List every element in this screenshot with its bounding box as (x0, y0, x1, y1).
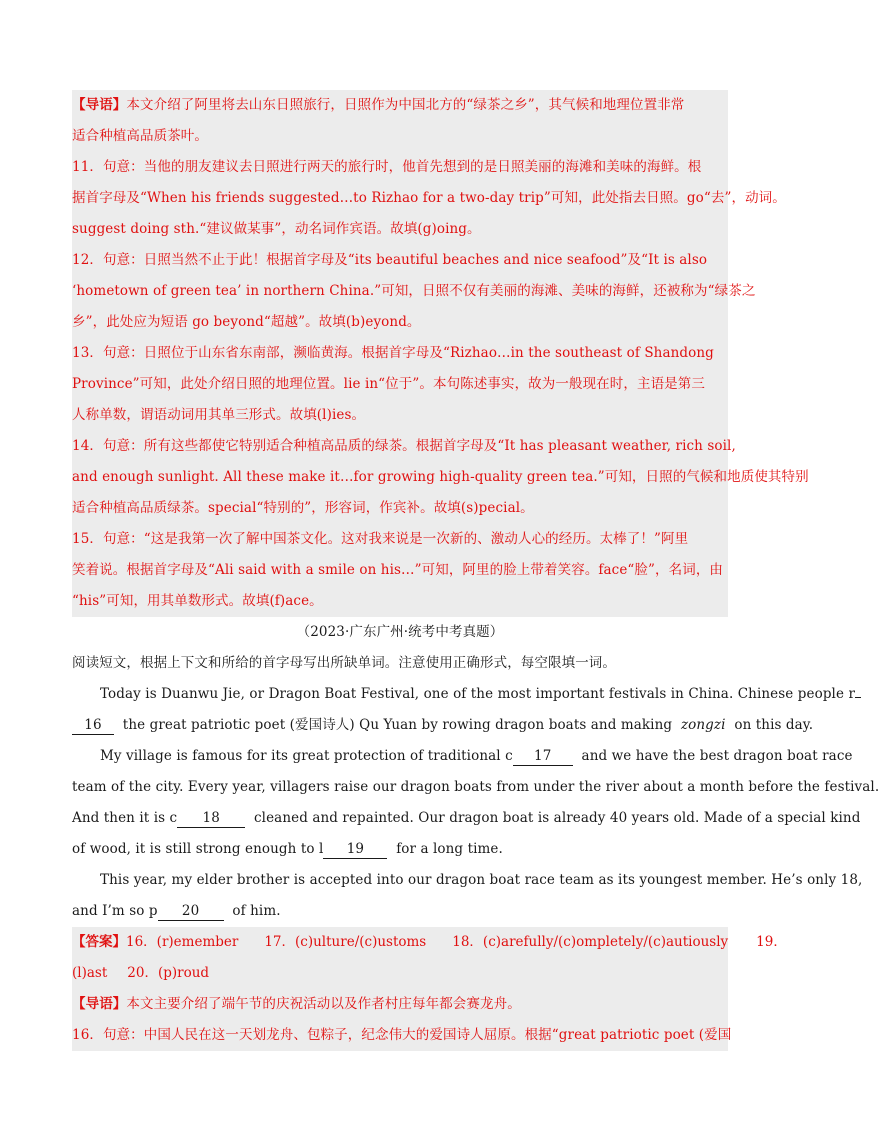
passage-text: Today is Duanwu Jie, or Dragon Boat Festival, one of the most important festivals in China. Chinese people r (100, 686, 856, 702)
q12-line-1: 12．句意：日照当然不止于此！根据首字母及“its beautiful beaches and nice seafood”及“It is also (72, 252, 708, 268)
passage-italic-word: zongzi (680, 717, 726, 733)
q12-line-3: 乡”，此处应为短语 go beyond“超越”。故填(b)eyond。 (72, 314, 421, 330)
q14-line-2: and enough sunlight. All these make it…for growing high-quality green tea.”可知，日照的气候和地质使其特别 (72, 469, 809, 485)
document-page (72, 90, 879, 1051)
q12-line-2: ‘hometown of green tea’ in northern China.”可知，日照不仅有美丽的海滩、美味的海鲜，还被称为“绿茶之 (72, 283, 756, 299)
q14-line-1: 14．句意：所有这些都使它特别适合种植高品质的绿茶。根据首字母及“It has pleasant weather, rich soil, (72, 438, 736, 454)
guide-text-cont: 适合种植高品质茶叶。 (72, 128, 208, 144)
instructions: 阅读短文，根据上下文和所给的首字母写出所缺单词。注意使用正确形式，每空限填一词。 (72, 655, 616, 671)
passage-text: This year, my elder brother is accepted into our dragon boat race team as its youngest member. He’s only 18, (100, 872, 863, 888)
q14-line-3: 适合种植高品质绿茶。special“特别的”，形容词，作宾补。故填(s)pecial。 (72, 500, 534, 516)
blank-19: 19 (323, 840, 387, 859)
passage-text: cleaned and repainted. Our dragon boat is already 40 years old. Made of a special kind (254, 810, 861, 826)
cloze-passage (72, 679, 879, 927)
guide-tag: 【导语】 (72, 996, 127, 1012)
answer-19-cont: (l)ast (72, 965, 108, 981)
answer-17: 17．(c)ulture/(c)ustoms (264, 934, 427, 950)
q11-line-2: 据首字母及“When his friends suggested…to Rizhao for a two-day trip”可知，此处指去日照。go“去”，动词。 (72, 190, 786, 206)
guide-text: 本文介绍了阿里将去山东日照旅行，日照作为中国北方的“绿茶之乡”，其气候和地理位置非常 (126, 97, 685, 113)
passage-text: of wood, it is still strong enough to l (72, 841, 324, 857)
q11-line-1: 11．句意：当他的朋友建议去日照进行两天的旅行时，他首先想到的是日照美丽的海滩和美味的海鲜。根 (72, 159, 702, 175)
q16-line-1: 16．句意：中国人民在这一天划龙舟、包粽子，纪念伟大的爱国诗人屈原。根据“great patriotic poet (爱国 (72, 1027, 732, 1043)
passage-text: My village is famous for its great protection of traditional c (100, 748, 513, 764)
guide-text: 本文主要介绍了端午节的庆祝活动以及作者村庄每年都会赛龙舟。 (126, 996, 521, 1012)
passage-text: the great patriotic poet (爱国诗人) Qu Yuan by rowing dragon boats and making (122, 717, 673, 733)
passage-text: on this day. (734, 717, 814, 733)
q11-line-3: suggest doing sth.“建议做某事”，动名词作宾语。故填(g)oing。 (72, 221, 481, 237)
blank-20: 20 (158, 902, 224, 921)
q15-line-1: 15．句意：“这是我第一次了解中国茶文化。这对我来说是一次新的、激动人心的经历。太棒了！”阿里 (72, 531, 689, 547)
blank-16: 16 (72, 716, 114, 735)
passage-text: and we have the best dragon boat race (581, 748, 853, 764)
passage-text: And then it is c (72, 810, 178, 826)
guide-tag: 【导语】 (72, 97, 127, 113)
answer-18: 18．(c)arefully/(c)ompletely/(c)autiously (452, 934, 729, 950)
q13-line-1: 13．句意：日照位于山东省东南部，濒临黄海。根据首字母及“Rizhao…in the southeast of Shandong (72, 345, 714, 361)
passage-text: and I’m so p (72, 903, 158, 919)
passage-text: for a long time. (396, 841, 503, 857)
exam-source: （2023·广东广州·统考中考真题） (296, 624, 504, 640)
blank-17: 17 (513, 747, 573, 766)
answer-tag: 【答案】 (72, 934, 126, 950)
q13-line-3: 人称单数，谓语动词用其单三形式。故填(l)ies。 (72, 407, 366, 423)
blank-18: 18 (177, 809, 245, 828)
passage-text: of him. (232, 903, 281, 919)
answer-16: 16．(r)emember (126, 934, 239, 950)
answer-20: 20．(p)roud (127, 965, 210, 981)
q15-line-2: 笑着说。根据首字母及“Ali said with a smile on his…”可知，阿里的脸上带着笑容。face“脸”，名词，由 (72, 562, 724, 578)
explanation-block-2 (72, 927, 787, 1051)
explanation-block-1 (72, 90, 809, 617)
q15-line-3: “his”可知，用其单数形式。故填(f)ace。 (72, 593, 323, 609)
q13-line-2: Province”可知，此处介绍日照的地理位置。lie in“位于”。本句陈述事实，故为一般现在时，主语是第三 (72, 376, 705, 392)
passage-text: team of the city. Every year, villagers raise our dragon boats from under the river about a month before the festival. (72, 779, 879, 795)
answer-19: 19． (756, 934, 787, 950)
